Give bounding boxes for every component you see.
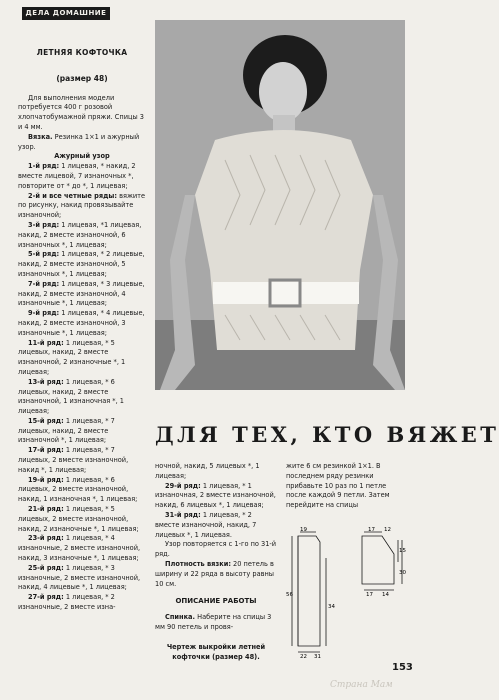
knit-text: Резинка 1×1 и ажурный узор. <box>18 132 140 151</box>
right-text: жите 6 см резинкой 1×1. В последнем ряду резинки прибавьте 10 раз по 1 петле после каждой 9 петли. Затем перейдите на спицы <box>286 462 390 510</box>
pattern-row <box>18 280 146 309</box>
pattern-row <box>18 250 146 279</box>
row-label: 5-й ряд: <box>28 250 60 259</box>
watermark-logo: Страна Мам <box>330 680 393 690</box>
rubric-header: ДЕЛА ДОМАШНИЕ <box>22 7 110 20</box>
pattern-row <box>18 309 146 338</box>
row-text: 1 лицевая, * 6 лицевых, 2 вместе изнаночной, накид, 1 изнаночная *, 1 лицевая; <box>18 475 138 504</box>
row-text: 1 лицевая, * 6 лицевых, накид, 2 вместе изнаночной, 1 изнаночная *, 1 лицевая; <box>18 377 124 416</box>
model-photo <box>155 20 405 390</box>
row-text: 1 лицевая, * 5 лицевых, 2 вместе изнаночной, накид, 2 изнаночные *, 1 лицевая; <box>18 505 139 533</box>
dim-d3: 12 <box>384 527 391 533</box>
pattern-row <box>18 593 146 613</box>
dim-d4: 15 <box>399 548 406 554</box>
row-label: 23-й ряд: <box>28 534 64 543</box>
row-text: 1 лицевая, * 2 вместе изнаночной, накид, 7 лицевых *, 1 лицевая. <box>155 510 257 539</box>
row-label: 21-й ряд: <box>28 505 64 514</box>
pattern-row <box>18 339 146 378</box>
pattern-row <box>18 505 146 534</box>
knit-label: Вязка. <box>28 132 53 141</box>
dim-d5: 30 <box>399 570 406 576</box>
dim-d1: 19 <box>300 527 307 533</box>
pattern-row <box>18 476 146 505</box>
pattern-row <box>18 417 146 446</box>
intro-text: Для выполнения модели потребуется 400 г розовой хлопчатобумажной пряжи. Спицы 3 и 4 мм. <box>18 93 144 131</box>
row-label: 3-й ряд: <box>28 220 60 229</box>
right-column <box>286 462 408 511</box>
row-text: 1 лицевая, * накид, 2 вместе лицевой, 7 изнаночных *, повторите от * до *, 1 лицевая; <box>18 162 136 190</box>
article-title: ЛЕТНЯЯ КОФТОЧКА <box>36 48 128 57</box>
row-label: 31-й ряд: <box>165 510 201 519</box>
row-text: 1 лицевая, * 7 лицевых, 2 вместе изнаночной, накид *, 1 лицевая; <box>18 446 129 474</box>
dim-d6: 56 <box>286 592 293 598</box>
density-label: Плотность вязки: <box>165 559 231 568</box>
row-label: 9-й ряд: <box>28 309 60 318</box>
pattern-row <box>155 482 277 511</box>
row-text: 1 лицевая, * 4 изнаночные, 2 вместе изнаночной, накид, 3 изнаночные *, 1 лицевая; <box>18 534 141 563</box>
dim-d8: 22 <box>300 654 307 660</box>
knit-paragraph <box>18 133 146 153</box>
row-text: 1 лицевая, * 1 изнаночная, 2 вместе изнаночной, накид, 6 лицевых *, 1 лицевая; <box>155 481 276 510</box>
headline: ДЛЯ ТЕХ, КТО ВЯЖЕТ <box>155 422 499 447</box>
photo-illustration <box>155 20 405 390</box>
row-text: 1 лицевая, *1 лицевая, накид, 2 вместе изнаночной, 6 изнаночных *, 1 лицевая; <box>18 220 142 249</box>
row-label: 15-й ряд: <box>28 416 64 425</box>
row-text: 1 лицевая, * 5 лицевых, накид, 2 вместе изнаночной, 2 изнаночные *, 1 лицевая; <box>18 338 126 376</box>
row-label: 2-й и все четные ряды: <box>28 191 117 200</box>
article-size: (размер 48) <box>56 73 108 83</box>
diagram-caption: Чертеж выкройки летней кофточки (размер 48). <box>166 642 266 661</box>
row-label: 27-й ряд: <box>28 593 64 602</box>
dim-d9: 31 <box>314 654 321 660</box>
pattern-title: Ажурный узор <box>54 152 110 161</box>
row-text: 1 лицевая, * 3 лицевые, накид, 2 вместе изнаночной, 4 изнаночные *, 1 лицевая; <box>18 279 145 308</box>
row-label: 7-й ряд: <box>28 279 60 288</box>
work-title: ОПИСАНИЕ РАБОТЫ <box>175 597 257 606</box>
pattern-row <box>155 511 277 540</box>
pattern-diagram <box>286 528 408 658</box>
row-label: 19-й ряд: <box>28 475 64 484</box>
row-text: 1 лицевая, * 2 лицевые, накид, 2 вместе изнаночной, 5 изнаночных *, 1 лицевая; <box>18 250 145 278</box>
row-label: 17-й ряд: <box>28 446 64 455</box>
row-label: 13-й ряд: <box>28 377 64 386</box>
rows-mid-list <box>155 482 277 541</box>
density-text: 20 петель в ширину и 22 ряда в высоту равны 10 см. <box>155 559 275 588</box>
density-paragraph <box>155 560 277 589</box>
row-text: 1 лицевая, * 7 лицевых, накид, 2 вместе изнаночной *, 1 лицевая; <box>18 416 115 445</box>
mid-start-text: ночной, накид, 5 лицевых *, 1 лицевая; <box>155 462 260 480</box>
back-label: Спинка. <box>165 613 196 622</box>
row-label: 11-й ряд: <box>28 338 64 347</box>
left-column <box>18 48 146 613</box>
dim-d7: 34 <box>328 604 335 610</box>
row-text: вяжите по рисунку, накид провязывайте изнаночной; <box>18 191 146 220</box>
row-label: 29-й ряд: <box>165 481 201 490</box>
back-text: Наберите на спицы 3 мм 90 петель и провя- <box>155 613 272 631</box>
row-text: 1 лицевая, * 4 лицевые, накид, 2 вместе изнаночной, 3 изнаночные *, 1 лицевая; <box>18 309 145 337</box>
repeat-note: Узор повторяется с 1-го по 31-й ряд. <box>155 540 277 559</box>
pattern-row <box>18 446 146 475</box>
page-number: 153 <box>392 662 413 673</box>
dim-d11: 14 <box>382 592 389 598</box>
pattern-row <box>18 221 146 250</box>
pattern-row <box>18 534 146 563</box>
row-label: 25-й ряд: <box>28 563 64 572</box>
back-paragraph <box>155 613 277 633</box>
row-text: 1 лицевая, * 2 изнаночные, 2 вместе изна- <box>18 593 116 612</box>
rows-left-list <box>18 162 146 613</box>
row-text: 1 лицевая, * 3 изнаночные, 2 вместе изнаночной, накид, 4 лицевые *, 1 лицевая; <box>18 563 141 592</box>
row-label: 1-й ряд: <box>28 162 60 171</box>
pattern-row <box>18 378 146 417</box>
pattern-row <box>18 564 146 593</box>
pattern-row <box>18 192 146 221</box>
pattern-row <box>18 162 146 191</box>
dim-d10: 17 <box>366 592 373 598</box>
middle-column <box>155 462 277 662</box>
dim-d2: 17 <box>368 527 375 533</box>
